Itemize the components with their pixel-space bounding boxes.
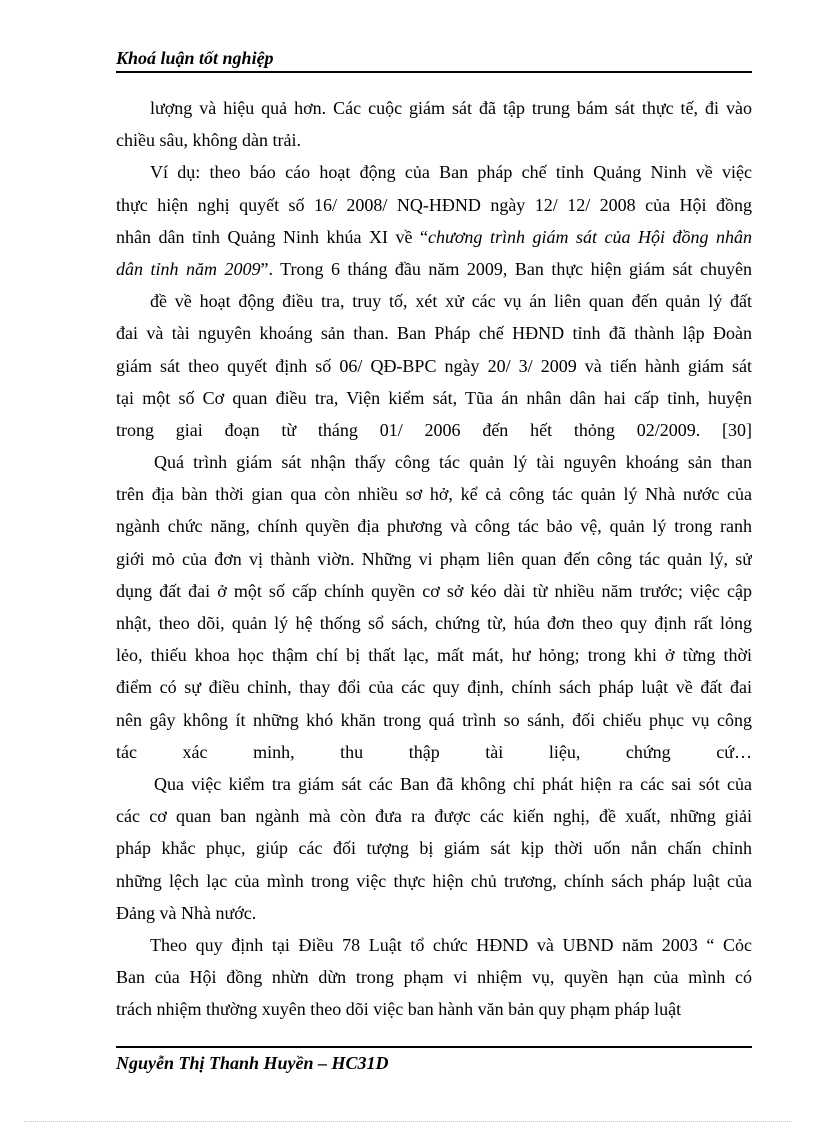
- body-text: [116, 92, 752, 1025]
- footer-author: Nguyễn Thị Thanh Huyền – HC31D: [116, 1053, 389, 1073]
- text-line: điểm có sự điều chỉnh, thay đổi của các quy định, chính sách pháp luật về đất đai: [116, 677, 752, 698]
- text-line: lẻo, thiếu khoa học thậm chí bị thất lạc, mất mát, hư hỏng; trong khi ở từng thời: [116, 645, 752, 666]
- text-line: đề về hoạt động điều tra, truy tố, xét xử các vụ án liên quan đến quản lý đất: [150, 291, 752, 312]
- text-span: nhân dân tỉnh Quảng Ninh khúa XI về “: [116, 226, 429, 247]
- header-rule: [116, 71, 752, 73]
- text-line: [116, 253, 752, 285]
- text-line: những lệch lạc của mình trong việc thực hiện chủ trương, chính sách pháp luật của: [116, 870, 752, 891]
- text-line: giới mỏ của đơn vị thành viờn. Những vi phạm liên quan đến công tác quản lý, sử: [116, 548, 752, 569]
- text-line: Quá trình giám sát nhận thấy công tác quản lý tài nguyên khoáng sản than: [154, 452, 752, 473]
- text-line: Đảng và Nhà nước.: [116, 902, 257, 923]
- text-line: nên gây không ít những khó khăn trong quá trình so sánh, đối chiếu phục vụ công: [116, 709, 752, 730]
- text-line: lượng và hiệu quả hơn. Các cuộc giám sát đã tập trung bám sát thực tế, đi vào: [150, 98, 752, 118]
- text-line: trên địa bàn thời gian qua còn nhiều sơ hở, kể cả công tác quản lý Nhà nước của: [116, 484, 752, 505]
- italic-span: dân tỉnh năm 2009: [116, 258, 261, 279]
- text-line: nhật, theo dõi, quản lý hệ thống sổ sách, chứng từ, húa đơn theo quy định rất lỏng: [116, 613, 752, 633]
- text-line: trong giai đoạn từ tháng 01/ 2006 đến hết thỏng 02/2009. [30]: [116, 419, 752, 440]
- text-line: tại một số Cơ quan điều tra, Viện kiểm sát, Tũa án nhân dân hai cấp tỉnh, huyện: [116, 387, 752, 408]
- italic-span: chương trình giám sát của Hội đồng nhân: [428, 226, 752, 247]
- footer-rule: [116, 1046, 752, 1048]
- text-line: tác xác minh, thu thập tài liệu, chứng cứ…: [116, 741, 752, 762]
- text-line: Qua việc kiểm tra giám sát các Ban đã không chỉ phát hiện ra các sai sót của: [154, 773, 752, 794]
- text-line: đai và tài nguyên khoáng sản than. Ban Pháp chế HĐND tỉnh đã thành lập Đoàn: [116, 323, 752, 344]
- text-line: các cơ quan ban ngành mà còn đưa ra được các kiến nghị, đề xuất, những giải: [116, 806, 752, 827]
- text-line: [116, 221, 752, 253]
- text-line: Ví dụ: theo báo cáo hoạt động của Ban pháp chế tỉnh Quảng Ninh về việc: [150, 162, 752, 183]
- page-header: [116, 46, 752, 70]
- page-edge-dots: [24, 1121, 792, 1122]
- text-line: ngành chức năng, chính quyền địa phương và công tác bảo vệ, quản lý trong ranh: [116, 516, 752, 537]
- text-span: ”. Trong 6 tháng đầu năm 2009, Ban thực hiện giám sát chuyên: [260, 258, 752, 279]
- text-line: giám sát theo quyết định số 06/ QĐ-BPC ngày 20/ 3/ 2009 và tiến hành giám sát: [116, 355, 752, 376]
- text-line: thực hiện nghị quyết số 16/ 2008/ NQ-HĐND ngày 12/ 12/ 2008 của Hội đồng: [116, 194, 752, 215]
- text-line: pháp khắc phục, giúp các đối tượng bị giám sát kịp thời uốn nắn chấn chỉnh: [116, 838, 752, 859]
- header-title: Khoá luận tốt nghiệp: [116, 48, 274, 68]
- text-line: Ban của Hội đồng nhừn dừn trong phạm vi nhiệm vụ, quyền hạn của mình có: [116, 967, 752, 988]
- text-line: dụng đất đai ở một số cấp chính quyền cơ sở kéo dài từ nhiều năm trước; việc cập: [116, 580, 752, 601]
- text-line: trách nhiệm thường xuyên theo dõi việc ban hành văn bản quy phạm pháp luật: [116, 999, 682, 1020]
- text-line: chiều sâu, không dàn trải.: [116, 130, 301, 151]
- text-line: Theo quy định tại Điều 78 Luật tổ chức HĐND và UBND năm 2003 “ Cỏc: [150, 934, 752, 955]
